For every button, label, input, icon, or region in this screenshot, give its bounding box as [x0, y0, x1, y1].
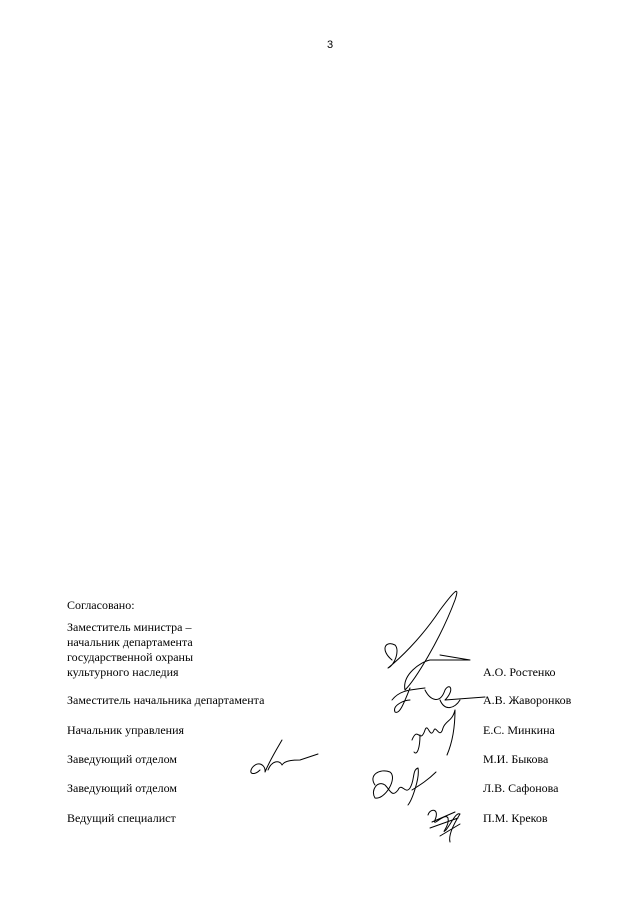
approval-heading: Согласовано: — [67, 598, 135, 612]
position-head-of-directorate: Начальник управления — [67, 723, 185, 737]
position-deputy-minister-line2: начальник департамента — [67, 635, 193, 649]
position-deputy-minister-line1: Заместитель министра – — [67, 620, 192, 634]
signature-krekov — [428, 810, 460, 842]
position-deputy-minister-line4: культурного наследия — [67, 665, 179, 679]
page-number: 3 — [327, 39, 334, 51]
signatory-name: Л.В. Сафонова — [483, 781, 559, 795]
position-lead-specialist: Ведущий специалист — [67, 811, 176, 825]
position-deputy-minister-line3: государственной охраны — [67, 650, 194, 664]
signatory-name: П.М. Креков — [483, 811, 548, 825]
position-head-of-department: Заведующий отделом — [67, 781, 177, 795]
signature-bykova — [251, 740, 318, 774]
signatory-name: А.О. Ростенко — [483, 665, 556, 679]
signature-rostenko — [385, 591, 470, 690]
signature-zhavoronkov — [392, 687, 485, 713]
position-deputy-head: Заместитель начальника департамента — [67, 693, 265, 707]
signatory-name: М.И. Быкова — [483, 752, 549, 766]
signatory-name: Е.С. Минкина — [483, 723, 555, 737]
signatory-name: А.В. Жаворонков — [483, 693, 572, 707]
signature-safonova — [373, 768, 436, 805]
position-head-of-department: Заведующий отделом — [67, 752, 177, 766]
signature-minkina — [412, 710, 455, 755]
